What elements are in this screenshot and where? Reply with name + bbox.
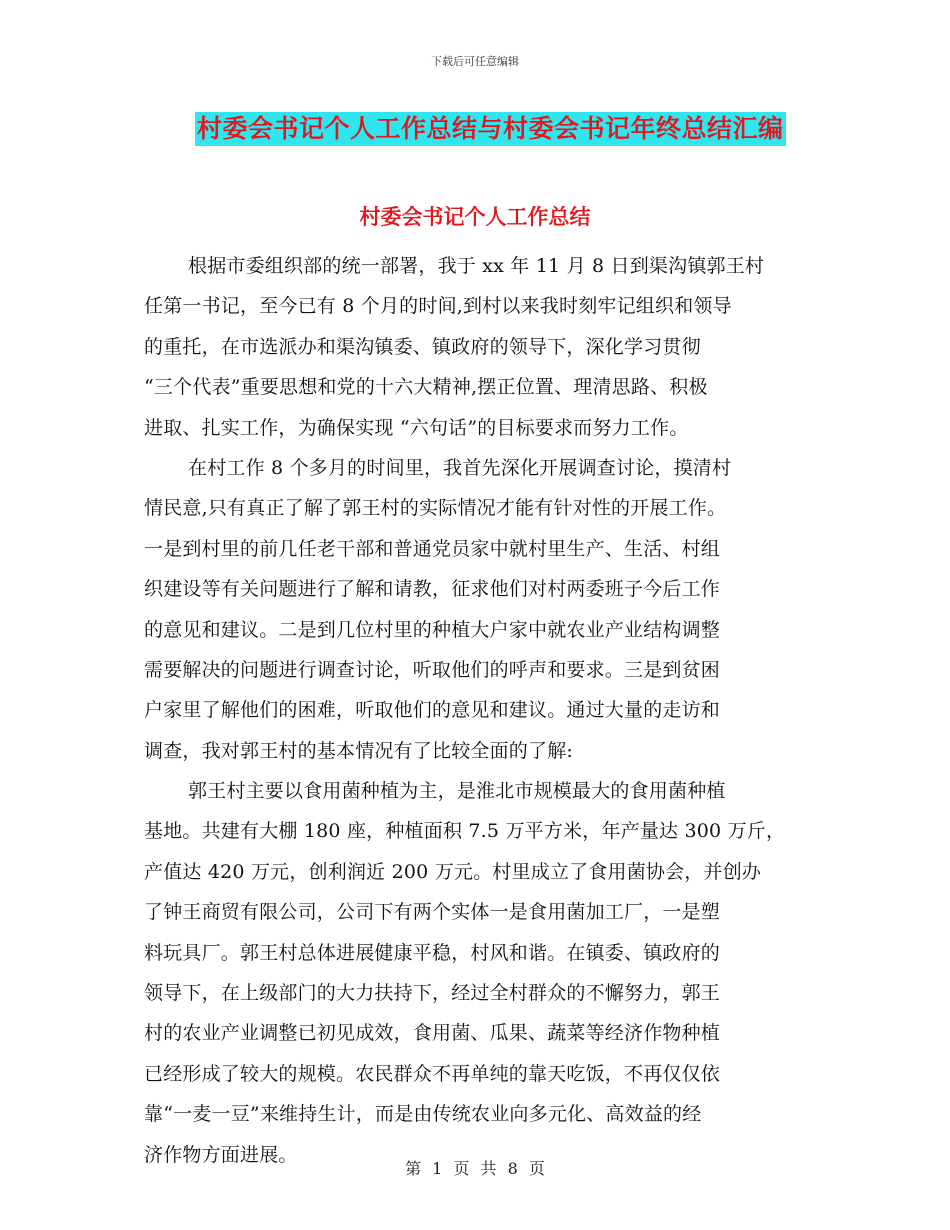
text-line: 需要解决的问题进行调查讨论，听取他们的呼声和要求。三是到贫困: [144, 658, 721, 681]
text-line: 织建设等有关问题进行了解和请教，征求他们对村两委班子今后工作: [144, 578, 721, 601]
text-line: 情民意,只有真正了解了郭王村的实际情况才能有针对性的开展工作。: [144, 497, 727, 520]
main-title: 村委会书记个人工作总结与村委会书记年终总结汇编: [195, 112, 786, 146]
text-line: 一是到村里的前几任老干部和普通党员家中就村里生产、生活、村组: [144, 537, 721, 560]
text-line: 根据市委组织部的统一部署，我于 xx 年 11 月 8 日到渠沟镇郭王村: [188, 255, 765, 277]
text-line: 基地。共建有大棚 180 座，种植面积 7.5 万平方米，年产量达 300 万斤，: [144, 820, 786, 843]
page-footer: 第 1 页 共 8 页: [405, 1159, 545, 1178]
main-title-container: [195, 112, 786, 146]
text-line: 户家里了解他们的困难，听取他们的意见和建议。通过大量的走访和: [144, 699, 721, 722]
text-line: 领导下，在上级部门的大力扶持下，经过全村群众的不懈努力，郭王: [144, 982, 721, 1005]
text-line: 产值达 420 万元，创利润近 200 万元。村里成立了食用菌协会，并创办: [144, 860, 762, 883]
text-line: 的意见和建议。二是到几位村里的种植大户家中就农业产业结构调整: [144, 618, 721, 641]
text-line: 在村工作 8 个多月的时间里，我首先深化开展调查讨论，摸清村: [188, 456, 732, 479]
text-line: 的重托，在市选派办和渠沟镇委、镇政府的领导下，深化学习贯彻: [144, 335, 701, 358]
text-line: 村的农业产业调整已初见成效，食用菌、瓜果、蔬菜等经济作物种植: [144, 1022, 721, 1045]
text-line: 靠“一麦一豆”来维持生计，而是由传统农业向多元化、高效益的经: [144, 1103, 702, 1126]
text-line: 了钟王商贸有限公司，公司下有两个实体一是食用菌加工厂，一是塑: [144, 901, 721, 924]
text-line: 进取、扎实工作，为确保实现 “六句话”的目标要求而努力工作。: [144, 416, 689, 439]
text-line: “三个代表”重要思想和党的十六大精神,摆正位置、理清思路、积极: [144, 376, 708, 399]
text-line: 已经形成了较大的规模。农民群众不再单纯的靠天吃饭，不再仅仅依: [144, 1062, 721, 1085]
body-text: [144, 246, 804, 1175]
text-line: 济作物方面进展。: [144, 1143, 298, 1166]
page-header-note: 下载后可任意编辑: [431, 55, 519, 68]
text-line: 料玩具厂。郭王村总体进展健康平稳，村风和谐。在镇委、镇政府的: [144, 941, 721, 964]
text-line: 郭王村主要以食用菌种植为主，是淮北市规模最大的食用菌种植: [188, 780, 726, 803]
section-title: 村委会书记个人工作总结: [359, 205, 591, 229]
text-line: 任第一书记，至今已有 8 个月的时间,到村以来我时刻牢记组织和领导: [144, 295, 732, 318]
text-line: 调查，我对郭王村的基本情况有了比较全面的了解:: [144, 739, 574, 762]
